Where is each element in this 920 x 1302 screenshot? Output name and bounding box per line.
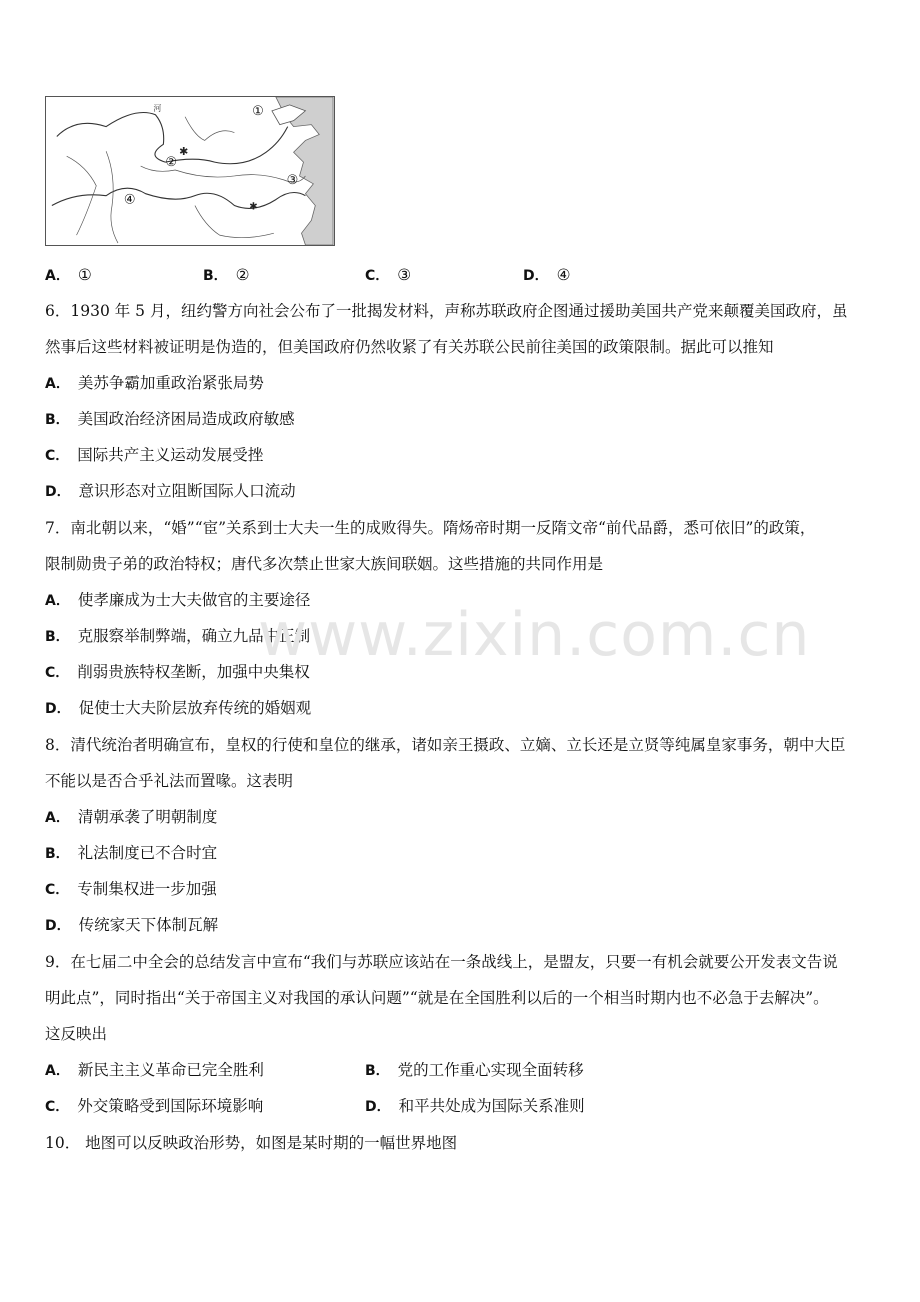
q7-option-a[interactable]: A． 使孝廉成为士大夫做官的主要途径: [45, 591, 311, 609]
q8-option-a[interactable]: A． 清朝承袭了明朝制度: [45, 808, 218, 826]
q8-option-d[interactable]: D． 传统家天下体制瓦解: [45, 916, 219, 934]
q8-stem-line1: 8．清代统治者明确宣布，皇权的行使和皇位的继承，诸如亲王摄政、立嫡、立长还是立贤等纯属皇家事务，朝中大臣: [45, 736, 846, 754]
q5-option-d[interactable]: D． ④: [523, 266, 571, 284]
map-marker-4: ④: [123, 192, 136, 208]
q9-options-row1: [45, 1059, 685, 1081]
q7-option-c[interactable]: C． 削弱贵族特权垄断，加强中央集权: [45, 663, 310, 681]
map-marker-3: ③: [286, 172, 299, 188]
q6-option-b[interactable]: B． 美国政治经济困局造成政府敏感: [45, 410, 295, 428]
boundary-line: [106, 151, 118, 243]
q7-option-d[interactable]: D． 促使士大夫阶层放弃传统的婚姻观: [45, 699, 312, 717]
boundary-line: [185, 117, 234, 141]
yangtze-river: [52, 188, 306, 208]
q6-stem-line2: 然事后这些材料被证明是伪造的，但美国政府仍然收紧了有关苏联公民前往美国的政策限制。据此可以推知: [45, 338, 774, 356]
q9-stem-line3: 这反映出: [45, 1025, 108, 1043]
q6-option-c[interactable]: C． 国际共产主义运动发展受挫: [45, 446, 264, 464]
q6-stem-line1: 6．1930 年 5 月，纽约警方向社会公布了一批揭发材料，声称苏联政府企图通过援助美国共产党来颠覆美国政府，虽: [45, 302, 848, 320]
q6-option-a[interactable]: A． 美苏争霸加重政治紧张局势: [45, 374, 264, 392]
q8-stem-line2: 不能以是否合乎礼法而置喙。这表明: [45, 772, 294, 790]
q10-stem-line1: 10． 地图可以反映政治形势，如图是某时期的一幅世界地图: [45, 1134, 458, 1152]
q7-stem-line2: 限制勋贵子弟的政治特权；唐代多次禁止世家大族间联姻。这些措施的共同作用是: [45, 555, 604, 573]
map-svg: [46, 97, 334, 245]
map-marker-2: ②: [165, 155, 177, 171]
star-icon: ✱: [249, 201, 258, 213]
q8-option-c[interactable]: C． 专制集权进一步加强: [45, 880, 217, 898]
q5-option-b[interactable]: B． ②: [203, 266, 250, 284]
q9-options-row2: [45, 1095, 685, 1117]
q9-option-b[interactable]: B． 党的工作重心实现全面转移: [365, 1061, 584, 1079]
q6-option-d[interactable]: D． 意识形态对立阻断国际人口流动: [45, 482, 296, 500]
q5-options: [45, 264, 645, 286]
q9-stem-line1: 9．在七届二中全会的总结发言中宣布“我们与苏联应该站在一条战线上，是盟友，只要一有机会就要公开发表文告说: [45, 953, 838, 971]
history-map-figure: [45, 96, 335, 246]
q5-option-c[interactable]: C． ③: [365, 266, 412, 284]
q5-option-a[interactable]: A． ①: [45, 266, 92, 284]
map-marker-1: ①: [252, 103, 264, 119]
map-label-he: 河: [153, 103, 162, 113]
watermark: www.zixin.com.cn: [258, 600, 811, 670]
q9-option-c[interactable]: C． 外交策略受到国际环境影响: [45, 1097, 264, 1115]
q7-option-b[interactable]: B． 克服察举制弊端，确立九品中正制: [45, 627, 311, 645]
q8-option-b[interactable]: B． 礼法制度已不合时宜: [45, 844, 218, 862]
q7-stem-line1: 7．南北朝以来，“婚”“宦”关系到士大夫一生的成败得失。隋炀帝时期一反隋文帝“前代品爵，悉可依旧”的政策，: [45, 519, 816, 537]
q9-option-d[interactable]: D． 和平共处成为国际关系准则: [365, 1097, 585, 1115]
boundary-line: [195, 206, 274, 238]
q9-stem-line2: 明此点”，同时指出“关于帝国主义对我国的承认问题”“就是在全国胜利以后的一个相当时期内也不必急于去解决”。: [45, 989, 829, 1007]
q9-option-a[interactable]: A． 新民主主义革命已完全胜利: [45, 1061, 264, 1079]
star-icon: ✱: [179, 145, 189, 159]
